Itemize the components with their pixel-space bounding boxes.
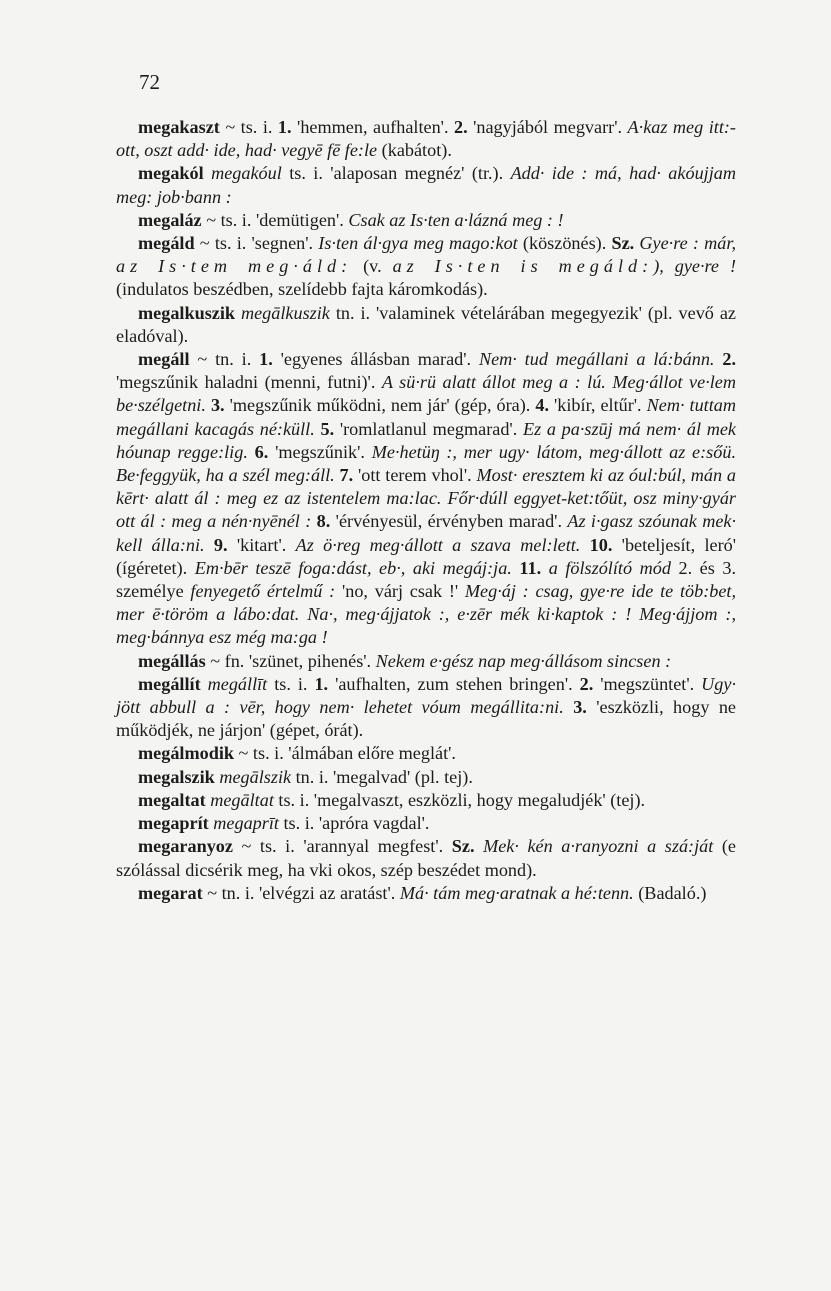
definition-text: 'hemmen, aufhalten'. (291, 117, 454, 137)
headword: Sz. (451, 836, 475, 857)
definition-text: ~ ts. i. 'segnen'. (194, 233, 319, 254)
example-text: A·kaz meg itt:-ott, oszt add· ide, had· vegyē fē fe:le (116, 117, 736, 161)
definition-text: 'aufhalten, zum stehen bringen'. (328, 673, 580, 694)
example-text: megāltat (210, 789, 274, 810)
example-text: megālszik (219, 766, 292, 787)
dictionary-text (116, 116, 736, 905)
definition-text: ~ ts. i. 'demütigen'. (201, 209, 349, 230)
definition-text: 'no, várj csak !' (335, 581, 465, 602)
example-text: Az ö·reg meg·állott a szava mel:lett. (295, 534, 581, 555)
definition-text: (v. (352, 256, 393, 277)
headword: 9. (213, 534, 228, 555)
example-text: Nekem e·gész nap meg·állásom sincsen : (375, 650, 672, 671)
example-text: Gye·re : már, (639, 233, 736, 254)
definition-text: ~ tn. i. (189, 349, 260, 370)
definition-text: ~ tn. i. 'elvégzi az aratást'. (202, 882, 400, 903)
definition-text: 2. és 3. személye (116, 557, 737, 602)
headword: Sz. (611, 233, 635, 254)
headword: 7. (339, 465, 354, 486)
definition-text (201, 674, 208, 694)
dictionary-entry (116, 882, 736, 905)
definition-text: 'érvényesül, érvényben marad'. (330, 511, 568, 532)
headword: megaltat (138, 789, 206, 810)
dictionary-entry (116, 766, 736, 789)
page-number: 72 (139, 70, 160, 94)
example-text-spaced: az Is·ten is megáld: (392, 256, 654, 277)
headword: 5. (320, 418, 335, 439)
dictionary-entry (116, 302, 736, 348)
headword: 10. (589, 534, 613, 555)
example-text: megállīt (207, 673, 268, 694)
example-text: Nem· tud megállani a lá:bánn. (478, 349, 715, 370)
definition-text: tn. i. 'megalvad' (pl. tej). (291, 766, 473, 787)
definition-text: tn. i. 'valaminek vételárában megegyezik' (pl. vevő az eladóval). (116, 302, 736, 346)
example-text: Ez a pa·szūj má nem· ál mek hóunap regge:lig. (116, 418, 736, 462)
definition-text (474, 836, 483, 856)
headword: megaláz (138, 209, 202, 230)
definition-text: (indulatos beszédben, szelídebb fajta káromkodás). (116, 279, 488, 300)
example-text: megaprīt (213, 813, 279, 834)
example-text: Mek· kén a·ranyozni a szá:ját (483, 836, 714, 857)
dictionary-entry (116, 742, 736, 765)
example-text-spaced: az Is·tem meg·áld: (116, 256, 353, 277)
definition-text: ts. i. 'apróra vagdal'. (278, 813, 430, 834)
definition-text (205, 535, 214, 555)
definition-text (541, 558, 549, 578)
definition-text: ~ ts. i. 'arannyal megfest'. (232, 836, 452, 857)
example-text: fenyegető értelmű : (190, 581, 336, 602)
dictionary-entry (116, 650, 736, 673)
definition-text (248, 442, 255, 462)
example-text: Add· ide : má, had· akóujjam meg: job·bann : (116, 163, 736, 207)
headword: 3. (573, 697, 587, 718)
dictionary-entry (116, 673, 736, 743)
definition-text: 'beteljesít, leró' (ígéretet). (116, 534, 736, 578)
definition-text: 'megszűnik'. (268, 441, 372, 462)
definition-text: ~ fn. 'szünet, pihenés'. (205, 650, 376, 671)
definition-text: ~ ts. i. (219, 117, 278, 137)
example-text: ), gye·re ! (653, 256, 737, 277)
definition-text: 'ott terem vhol'. (353, 465, 477, 486)
example-text: Meg·áj : csag, gye·re ide te töb:bet, mer ē·töröm a lábo:dat. Na·, meg·ájjatok :, e·zēr mék ki·kaptok : ! Meg·ájjom :, meg·bánnya esz még ma:ga ! (116, 581, 737, 648)
headword: 11. (519, 557, 542, 578)
dictionary-entry (116, 835, 736, 881)
headword: 8. (316, 511, 331, 532)
example-text: Má· tám meg·aratnak a hé:tenn. (399, 882, 634, 903)
headword: megállít (138, 673, 201, 694)
definition-text (564, 697, 573, 717)
headword: 2. (453, 117, 468, 137)
definition-text (204, 163, 211, 183)
headword: 4. (535, 395, 549, 416)
definition-text: 'egyenes állásban marad'. (272, 349, 479, 370)
example-text: Az i·gasz szóunak mek· kell álla:ni. (116, 511, 737, 555)
definition-text: 'megszűnik haladni (menni, futni)'. (116, 372, 382, 393)
headword: 2. (579, 673, 594, 694)
headword: megaprít (138, 813, 209, 834)
headword: 6. (254, 441, 269, 462)
example-text: a fölszólító mód (548, 557, 671, 578)
dictionary-entry (116, 116, 736, 162)
headword: 2. (722, 349, 736, 370)
definition-text: ts. i. (267, 673, 315, 694)
headword: megakól (138, 163, 204, 184)
definition-text: (kabátot). (377, 140, 452, 161)
example-text: A sü·rü alatt állot meg a : lú. Meg·állot ve·lem be·szélgetni. (116, 372, 737, 416)
example-text: Is·ten ál·gya meg mago:kot (318, 233, 518, 254)
example-text: Most· eresztem ki az óul:búl, mán a kērt· alatt ál : meg ez az istentelem ma:lac. Főr·dúll eggyet-ket:tőüt, osz miny·gyár ott ál : meg a nén·nyēnél : (116, 465, 737, 532)
definition-text: ~ ts. i. 'álmában előre meglát'. (234, 743, 456, 764)
dictionary-entry (116, 348, 736, 650)
example-text: Ugy· jött abbull a : vēr, hogy nem· lehetet vóum megállita:ni. (116, 673, 737, 718)
definition-text: 'megszüntet'. (593, 673, 702, 694)
definition-text: (e szólással dicsérik meg, ha vki okos, szép beszédet mond). (116, 836, 737, 880)
example-text: megakóul (211, 163, 282, 184)
headword: megalszik (138, 766, 215, 787)
headword: 1. (277, 117, 292, 137)
headword: megállás (138, 650, 206, 671)
headword: megáll (138, 349, 190, 370)
dictionary-entry (116, 812, 736, 835)
definition-text: 'megszűnik működni, nem jár' (gép, óra). (224, 395, 536, 416)
definition-text: ts. i. 'megalvaszt, eszközli, hogy megaludjék' (tej). (273, 789, 646, 810)
example-text: Me·hetüŋ :, mer ugy· látom, meg·állott az e:sőü. Be·feggyük, ha a szél meg:áll. (116, 441, 736, 486)
definition-text: 'romlatlanul megmarad'. (334, 418, 523, 439)
definition-text: (köszönés). (517, 233, 612, 254)
headword: 3. (210, 395, 225, 416)
definition-text: ts. i. 'alaposan megnéz' (tr.). (281, 163, 511, 184)
headword: megáld (138, 233, 195, 254)
example-text: megālkuszik (240, 302, 330, 323)
dictionary-entry (116, 232, 736, 302)
headword: megaranyoz (138, 836, 233, 857)
definition-text: 'nagyjából megvarr'. (467, 117, 628, 137)
definition-text: 'kibír, eltűr'. (549, 395, 647, 416)
definition-text: (Badaló.) (633, 882, 707, 903)
dictionary-entry (116, 162, 736, 208)
headword: megalkuszik (138, 302, 236, 323)
definition-text: 'kitart'. (227, 534, 296, 555)
headword: megarat (138, 882, 203, 903)
example-text: Csak az Is·ten a·lázná meg : ! (348, 209, 564, 230)
dictionary-entry (116, 209, 736, 232)
example-text: Nem· tuttam megállani kacagás né:küll. (116, 395, 736, 439)
definition-text: 'eszközli, hogy ne működjék, ne járjon' (gépet, órát). (116, 697, 736, 741)
definition-text (580, 535, 589, 555)
headword: megakaszt (138, 117, 220, 137)
headword: megálmodik (138, 743, 234, 764)
example-text: Em·bēr teszē foga:dást, eb·, aki megáj:ja. (194, 557, 512, 578)
headword: 1. (314, 673, 329, 694)
dictionary-entry (116, 789, 736, 812)
headword: 1. (259, 349, 273, 370)
